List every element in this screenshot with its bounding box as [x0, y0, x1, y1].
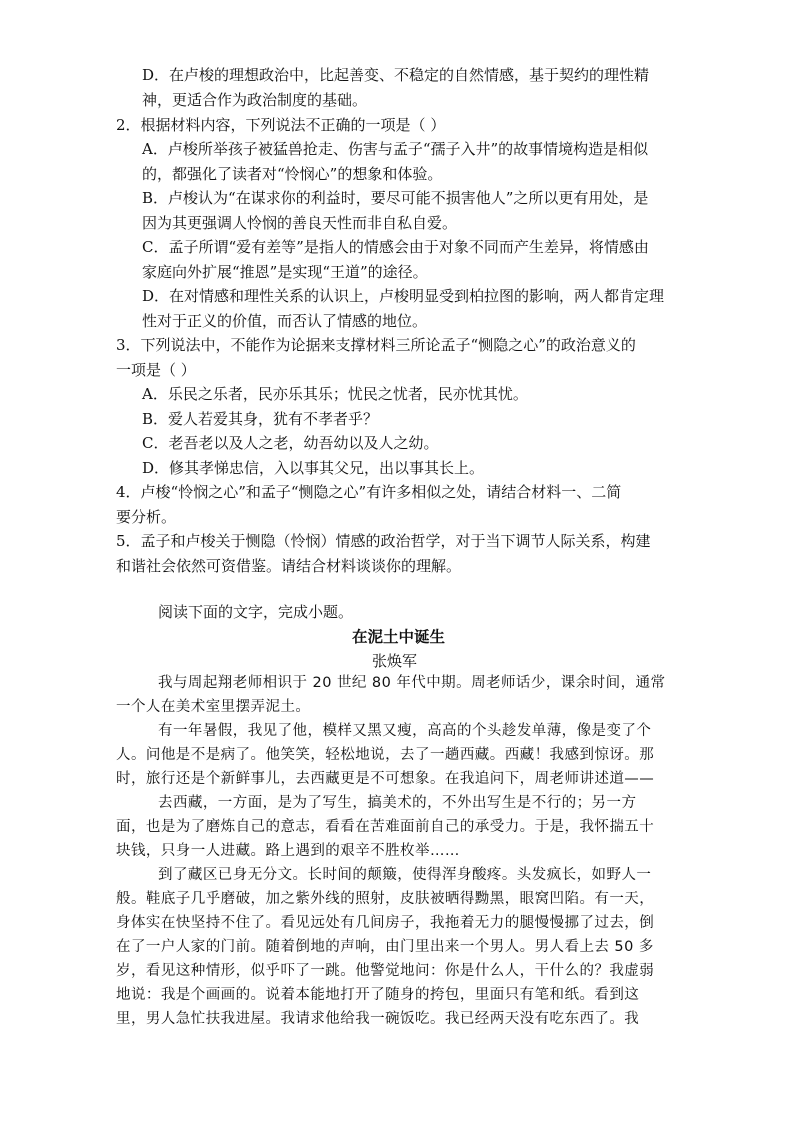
- q1-option-d-line2: 神，更适合作为政治制度的基础。: [142, 91, 368, 109]
- story-author: 张焕军: [372, 652, 418, 670]
- story-paragraph-2-line3: 时，旅行还是个新鲜事儿，去西藏更是不可想象。在我追问下，周老师讲述道——: [116, 771, 655, 787]
- q3-stem-line2: 一项是（ ）: [116, 361, 196, 379]
- q2-option-b-line2: 因为其更强调人怜悯的善良天性而非自私自爱。: [142, 214, 458, 232]
- story-paragraph-3-line3: 块钱，只身一人进藏。路上遇到的艰辛不胜枚举……: [116, 843, 460, 859]
- q2-option-d-line2: 性对于正义的价值，而否认了情感的地位。: [142, 312, 428, 330]
- story-paragraph-4-line5: 岁，看见这种情形，似乎吓了一跳。他警觉地问：你是什么人，干什么的？我虚弱: [116, 963, 655, 979]
- q2-stem: 2．根据材料内容，下列说法不正确的一项是（ ）: [116, 116, 446, 134]
- q2-option-c-line1: C．孟子所谓“爱有差等”是指人的情感会由于对象不同而产生差异，将情感由: [142, 238, 649, 256]
- q3-option-b: B．爱人若爱其身，犹有不孝者乎？: [142, 410, 379, 428]
- story-paragraph-2-line1: 有一年暑假，我见了他，模样又黑又瘦，高高的个头趁发单薄，像是变了个: [158, 723, 652, 739]
- q2-option-d-line1: D．在对情感和理性关系的认识上，卢梭明显受到柏拉图的影响，两人都肯定理: [142, 287, 665, 305]
- q2-option-b-line1: B．卢梭认为“在谋求你的利益时，要尽可能不损害他人”之所以更有用处，是: [142, 189, 649, 207]
- story-paragraph-4-line4: 在了一户人家的门前。随着倒地的声响，由门里出来一个男人。男人看上去 50 多: [116, 939, 654, 955]
- q2-option-c-line2: 家庭向外扩展“推恩”是实现“王道”的途径。: [142, 263, 428, 281]
- reading-instruction: 阅读下面的文字，完成小题。: [158, 603, 354, 621]
- story-title: 在泥土中诞生: [352, 627, 446, 646]
- story-paragraph-4-line6: 地说：我是个画画的。说着本能地打开了随身的挎包，里面只有笔和纸。看到这: [116, 987, 640, 1003]
- q4-line1: 4．卢梭“怜悯之心”和孟子“恻隐之心”有许多相似之处，请结合材料一、二简: [116, 483, 622, 501]
- story-paragraph-3-line1: 去西藏，一方面，是为了写生，搞美术的，不外出写生是不行的；另一方: [158, 795, 637, 811]
- story-paragraph-1-line1: 我与周起翔老师相识于 20 世纪 80 年代中期。周老师话少，课余时间，通常: [158, 675, 666, 691]
- story-paragraph-3-line2: 面，也是为了磨炼自己的意志，看看在苦难面前自己的承受力。于是，我怀揣五十: [116, 819, 655, 835]
- story-paragraph-4-line3: 身体实在快坚持不住了。看见远处有几间房子，我拖着无力的腿慢慢挪了过去，倒: [116, 915, 655, 931]
- story-paragraph-4-line2: 般。鞋底子几乎磨破，加之紫外线的照射，皮肤被晒得黝黑，眼窝凹陷。有一天，: [116, 891, 655, 907]
- q3-option-c: C．老吾老以及人之老，幼吾幼以及人之幼。: [142, 434, 439, 452]
- q4-line2: 要分析。: [116, 508, 177, 526]
- story-paragraph-2-line2: 人。问他是不是病了。他笑笑，轻松地说，去了一趟西藏。西藏！我感到惊讶。那: [116, 747, 655, 763]
- q1-option-d-line1: D．在卢梭的理想政治中，比起善变、不稳定的自然情感，基于契约的理性精: [142, 66, 650, 84]
- story-paragraph-4-line1: 到了藏区已身无分文。长时间的颠簸，使得浑身酸疼。头发疯长，如野人一: [158, 867, 652, 883]
- q2-option-a-line1: A．卢梭所举孩子被猛兽抢走、伤害与孟子“孺子入井”的故事情境构造是相似: [142, 140, 649, 158]
- q5-line2: 和谐社会依然可资借鉴。请结合材料谈谈你的理解。: [116, 557, 462, 575]
- story-paragraph-1-line2: 一个人在美术室里摆弄泥土。: [116, 699, 311, 715]
- q3-option-d: D．修其孝悌忠信，入以事其父兄，出以事其长上。: [142, 459, 485, 477]
- q3-option-a: A．乐民之乐者，民亦乐其乐；忧民之忧者，民亦忧其忧。: [142, 385, 528, 403]
- q5-line1: 5．孟子和卢梭关于恻隐（怜悯）情感的政治哲学，对于当下调节人际关系，构建: [116, 532, 651, 550]
- q3-stem-line1: 3．下列说法中，不能作为论据来支撑材料三所论孟子“恻隐之心”的政治意义的: [116, 336, 636, 354]
- story-paragraph-4-line7: 里，男人急忙扶我进屋。我请求他给我一碗饭吃。我已经两天没有吃东西了。我: [116, 1011, 640, 1027]
- q2-option-a-line2: 的，都强化了读者对“怜悯心”的想象和体验。: [142, 165, 443, 183]
